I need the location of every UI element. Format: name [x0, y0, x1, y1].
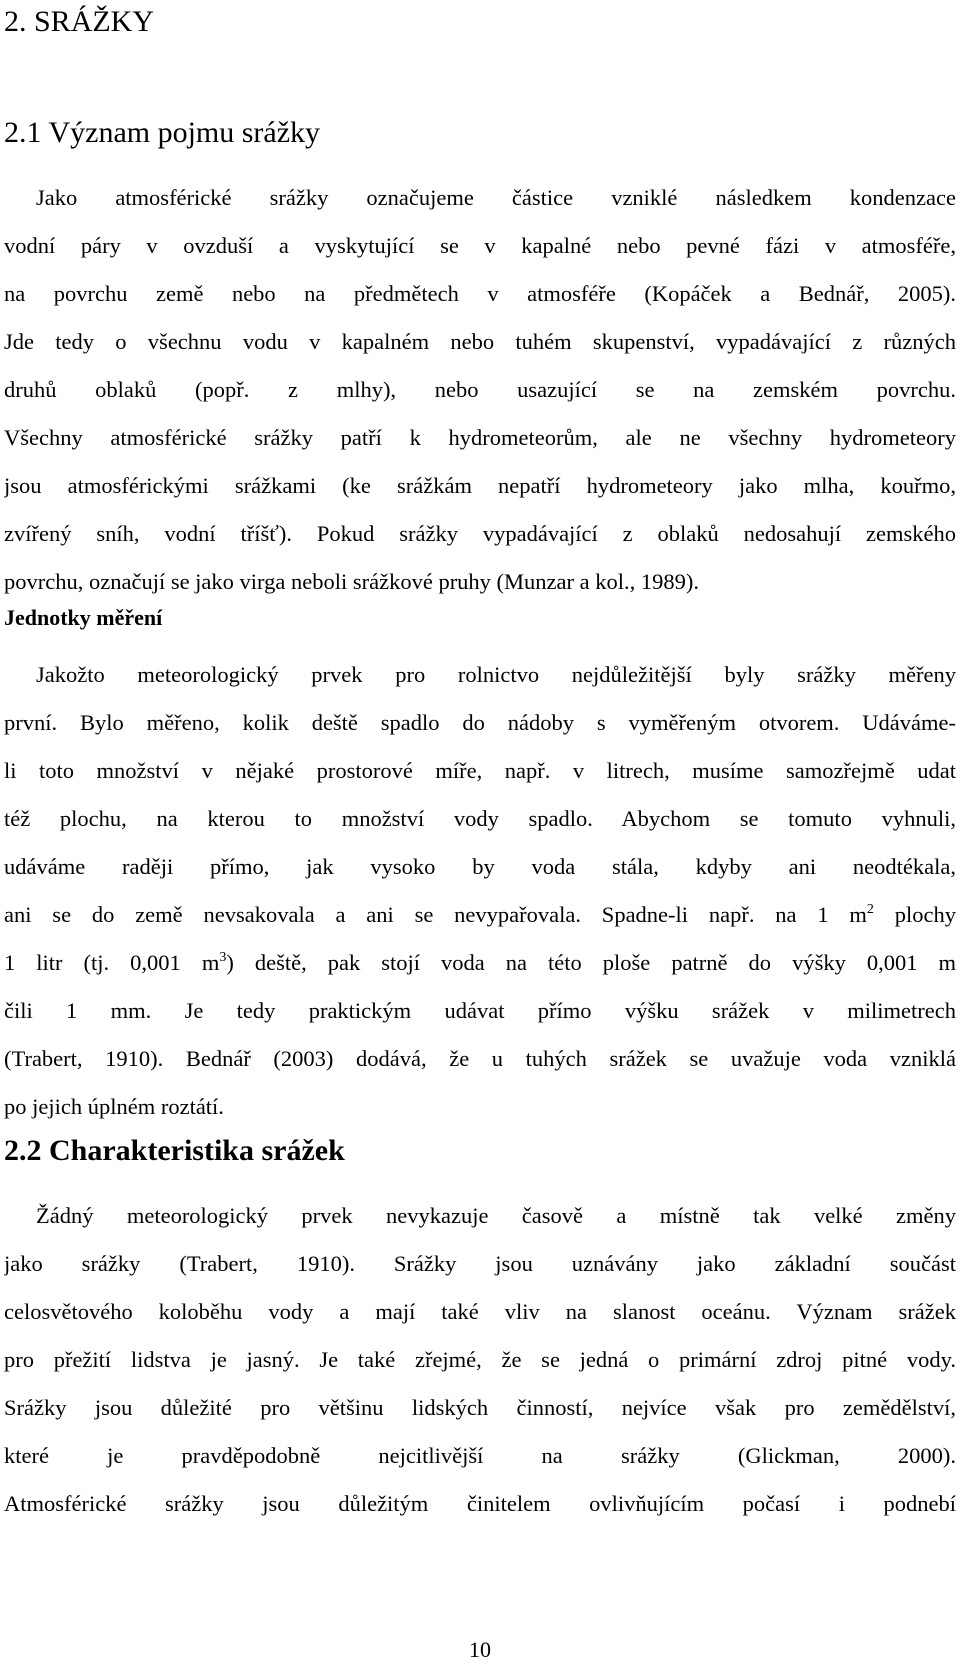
text-line: Jako atmosférické srážky označujeme částice vzniklé následkem kondenzace	[36, 185, 956, 210]
superscript: 3	[219, 950, 227, 965]
text-fragment: 1 litr (tj. 0,001 m	[4, 950, 220, 975]
section-title-2-1: 2.1 Význam pojmu srážky	[4, 116, 321, 149]
paragraph-meaning	[4, 174, 956, 606]
text-line: Jakožto meteorologický prvek pro rolnictvo nejdůležitější byly srážky měřeny	[36, 662, 956, 687]
text-line: na povrchu země nebo na předmětech v atmosféře (Kopáček a Bednář, 2005).	[4, 281, 956, 306]
text-line: zvířený sníh, vodní tříšť). Pokud srážky vypadávající z oblaků nedosahují zemského	[4, 521, 956, 546]
text-line: Všechny atmosférické srážky patří k hydrometeorům, ale ne všechny hydrometeory	[4, 425, 956, 450]
section-title-2-2	[4, 1131, 345, 1171]
section-title-text: Charakteristika srážek	[49, 1134, 345, 1167]
text-line: Žádný meteorologický prvek nevykazuje časově a místně tak velké změny	[36, 1203, 956, 1228]
text-line: povrchu, označují se jako virga neboli srážkové pruhy (Munzar a kol., 1989).	[4, 569, 700, 594]
chapter-title: 2. SRÁŽKY	[4, 5, 155, 38]
text-fragment: plochy	[873, 902, 956, 927]
subheading-units: Jednotky měření	[4, 605, 163, 630]
page-number: 10	[469, 1637, 491, 1662]
text-line: jsou atmosférickými srážkami (ke srážkám nepatří hydrometeory jako mlha, kouřmo,	[4, 473, 956, 498]
text-line: též plochu, na kterou to množství vody spadlo. Abychom se tomuto vyhnuli,	[4, 806, 956, 831]
text-line: po jejich úplném roztátí.	[4, 1094, 224, 1119]
text-line: celosvětového koloběhu vody a mají také vliv na slanost oceánu. Význam srážek	[4, 1299, 956, 1324]
text-fragment: ani se do země nevsakovala a ani se nevypařovala. Spadne-li např. na 1 m	[4, 902, 867, 927]
text-line: Jde tedy o všechnu vodu v kapalném nebo tuhém skupenství, vypadávající z různých	[4, 329, 956, 354]
text-line: Atmosférické srážky jsou důležitým činitelem ovlivňujícím počasí i podnebí	[4, 1491, 956, 1516]
superscript: 2	[866, 902, 874, 917]
text-line	[4, 939, 956, 987]
paragraph-characteristics	[4, 1192, 956, 1528]
text-line	[4, 891, 956, 939]
text-line: které je pravděpodobně nejcitlivější na srážky (Glickman, 2000).	[4, 1443, 956, 1468]
paragraph-units	[4, 651, 956, 1131]
text-fragment: ) deště, pak stojí voda na této ploše patrně do výšky 0,001 m	[226, 950, 956, 975]
text-line: druhů oblaků (popř. z mlhy), nebo usazující se na zemském povrchu.	[4, 377, 956, 402]
text-line: Srážky jsou důležité pro většinu lidských činností, nejvíce však pro zemědělství,	[4, 1395, 956, 1420]
section-number: 2.2	[4, 1134, 42, 1167]
text-line: li toto množství v nějaké prostorové míře, např. v litrech, musíme samozřejmě udat	[4, 758, 956, 783]
text-line: první. Bylo měřeno, kolik deště spadlo do nádoby s vyměřeným otvorem. Udáváme-	[4, 710, 956, 735]
text-line: vodní páry v ovzduší a vyskytující se v kapalné nebo pevné fázi v atmosféře,	[4, 233, 956, 258]
text-line: čili 1 mm. Je tedy praktickým udávat přímo výšku srážek v milimetrech	[4, 998, 956, 1023]
text-line: (Trabert, 1910). Bednář (2003) dodává, že u tuhých srážek se uvažuje voda vzniklá	[4, 1046, 956, 1071]
text-line: pro přežití lidstva je jasný. Je také zřejmé, že se jedná o primární zdroj pitné vody.	[4, 1347, 956, 1372]
text-line: udáváme raději přímo, jak vysoko by voda stála, kdyby ani neodtékala,	[4, 854, 956, 879]
text-line: jako srážky (Trabert, 1910). Srážky jsou uznávány jako základní součást	[4, 1251, 956, 1276]
